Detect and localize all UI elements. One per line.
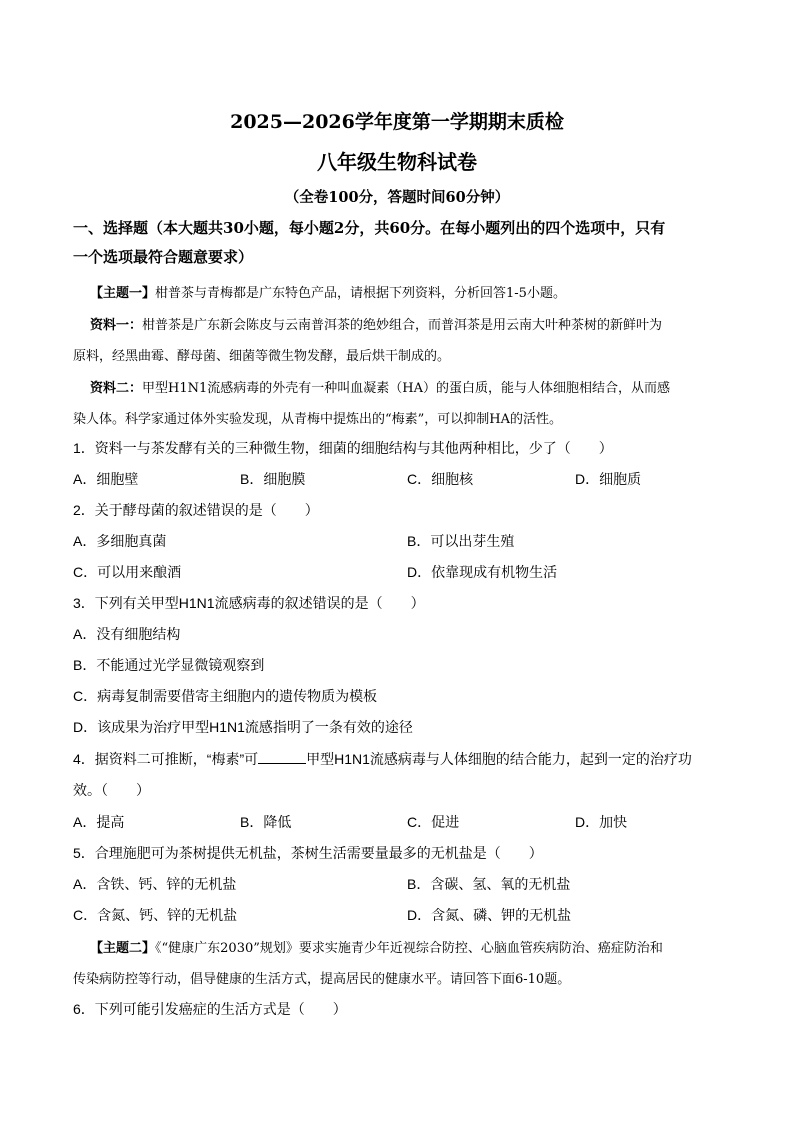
q4-option-c: C．促进	[407, 814, 460, 830]
exam-subtitle: 八年级生物科试卷	[317, 150, 477, 174]
q5-option-b: B．含碳、氢、氧的无机盐	[407, 876, 571, 892]
exam-title: 2025—2026学年度第一学期期末质检	[230, 111, 564, 133]
q4-option-a: A．提高	[73, 814, 125, 830]
q5-option-a: A．含铁、钙、锌的无机盐	[73, 876, 237, 892]
question-4-stem-line2: 效。（ ）	[73, 782, 150, 798]
material2-line2: 染人体。科学家通过体外实验发现，从青梅中提炼出的“梅素”，可以抑制HA的活性。	[73, 412, 563, 427]
question-1-stem: 1．资料一与茶发酵有关的三种微生物，细菌的细胞结构与其他两种相比，少了（ ）	[73, 440, 613, 456]
material2-line1	[90, 377, 670, 396]
material2-text1: 甲型H1N1流感病毒的外壳有一种叫血凝素（HA）的蛋白质，能与人体细胞相结合，从而感	[142, 381, 670, 396]
material1-line2: 原料，经黑曲霉、酵母菌、细菌等微生物发酵，最后烘干制成的。	[73, 349, 451, 364]
q4-stem-part2: 甲型H1N1流感病毒与人体细胞的结合能力，起到一定的治疗功	[306, 751, 692, 767]
theme1-label: 【主题一】	[90, 286, 156, 301]
material1-line1	[90, 314, 662, 333]
q3-option-c: C．病毒复制需要借寄主细胞内的遗传物质为模板	[73, 688, 378, 704]
section-heading-line2: 一个选项最符合题意要求）	[73, 248, 254, 266]
q3-option-d: D．该成果为治疗甲型H1N1流感指明了一条有效的途径	[73, 719, 413, 735]
q1-option-b: B．细胞膜	[240, 471, 306, 487]
q2-option-d: D．依靠现成有机物生活	[407, 564, 558, 580]
exam-note: （全卷100分，答题时间60分钟）	[284, 189, 510, 206]
question-4-stem	[73, 749, 692, 769]
question-3-stem: 3．下列有关甲型H1N1流感病毒的叙述错误的是（ ）	[73, 595, 425, 611]
q4-option-d: D．加快	[575, 814, 628, 830]
theme2-text1: 《“健康广东2030”规划》要求实施青少年近视综合防控、心脑血管疾病防治、癌症防治和	[155, 941, 663, 956]
question-2-stem: 2．关于酵母菌的叙述错误的是（ ）	[73, 502, 319, 518]
q1-option-a: A．细胞壁	[73, 471, 139, 487]
section-heading-line1: 一、选择题（本大题共30小题，每小题2分，共60分。在每小题列出的四个选项中，只有	[73, 219, 666, 237]
theme2-label: 【主题二】	[90, 941, 156, 956]
material1-text1: 柑普茶是广东新会陈皮与云南普洱茶的绝妙组合，而普洱茶是用云南大叶种茶树的新鲜叶为	[142, 318, 663, 333]
q5-option-d: D．含氮、磷、钾的无机盐	[407, 907, 572, 923]
q4-option-b: B．降低	[240, 814, 292, 830]
answer-blank	[258, 749, 306, 764]
q4-stem-part1: 4．据资料二可推断，“梅素”可	[73, 751, 259, 767]
q1-option-d: D．细胞质	[575, 471, 642, 487]
q3-option-b: B．不能通过光学显微镜观察到	[73, 657, 265, 673]
theme1-intro	[90, 282, 566, 301]
q2-option-c: C．可以用来酿酒	[73, 564, 182, 580]
theme1-intro-text: 柑普茶与青梅都是广东特色产品，请根据下列资料，分析回答1-5小题。	[155, 286, 566, 301]
theme2-line2: 传染病防控等行动，倡导健康的生活方式，提高居民的健康水平。请回答下面6-10题。	[73, 972, 571, 987]
material1-label: 资料一：	[90, 318, 143, 333]
q2-option-a: A．多细胞真菌	[73, 533, 167, 549]
q1-option-c: C．细胞核	[407, 471, 474, 487]
theme2-line1	[90, 937, 663, 956]
q5-option-c: C．含氮、钙、锌的无机盐	[73, 907, 238, 923]
q2-option-b: B．可以出芽生殖	[407, 533, 515, 549]
material2-label: 资料二：	[90, 381, 143, 396]
q3-option-a: A．没有细胞结构	[73, 626, 181, 642]
question-5-stem: 5．合理施肥可为茶树提供无机盐，茶树生活需要量最多的无机盐是（ ）	[73, 845, 543, 861]
question-6-stem: 6．下列可能引发癌症的生活方式是（ ）	[73, 1001, 347, 1017]
